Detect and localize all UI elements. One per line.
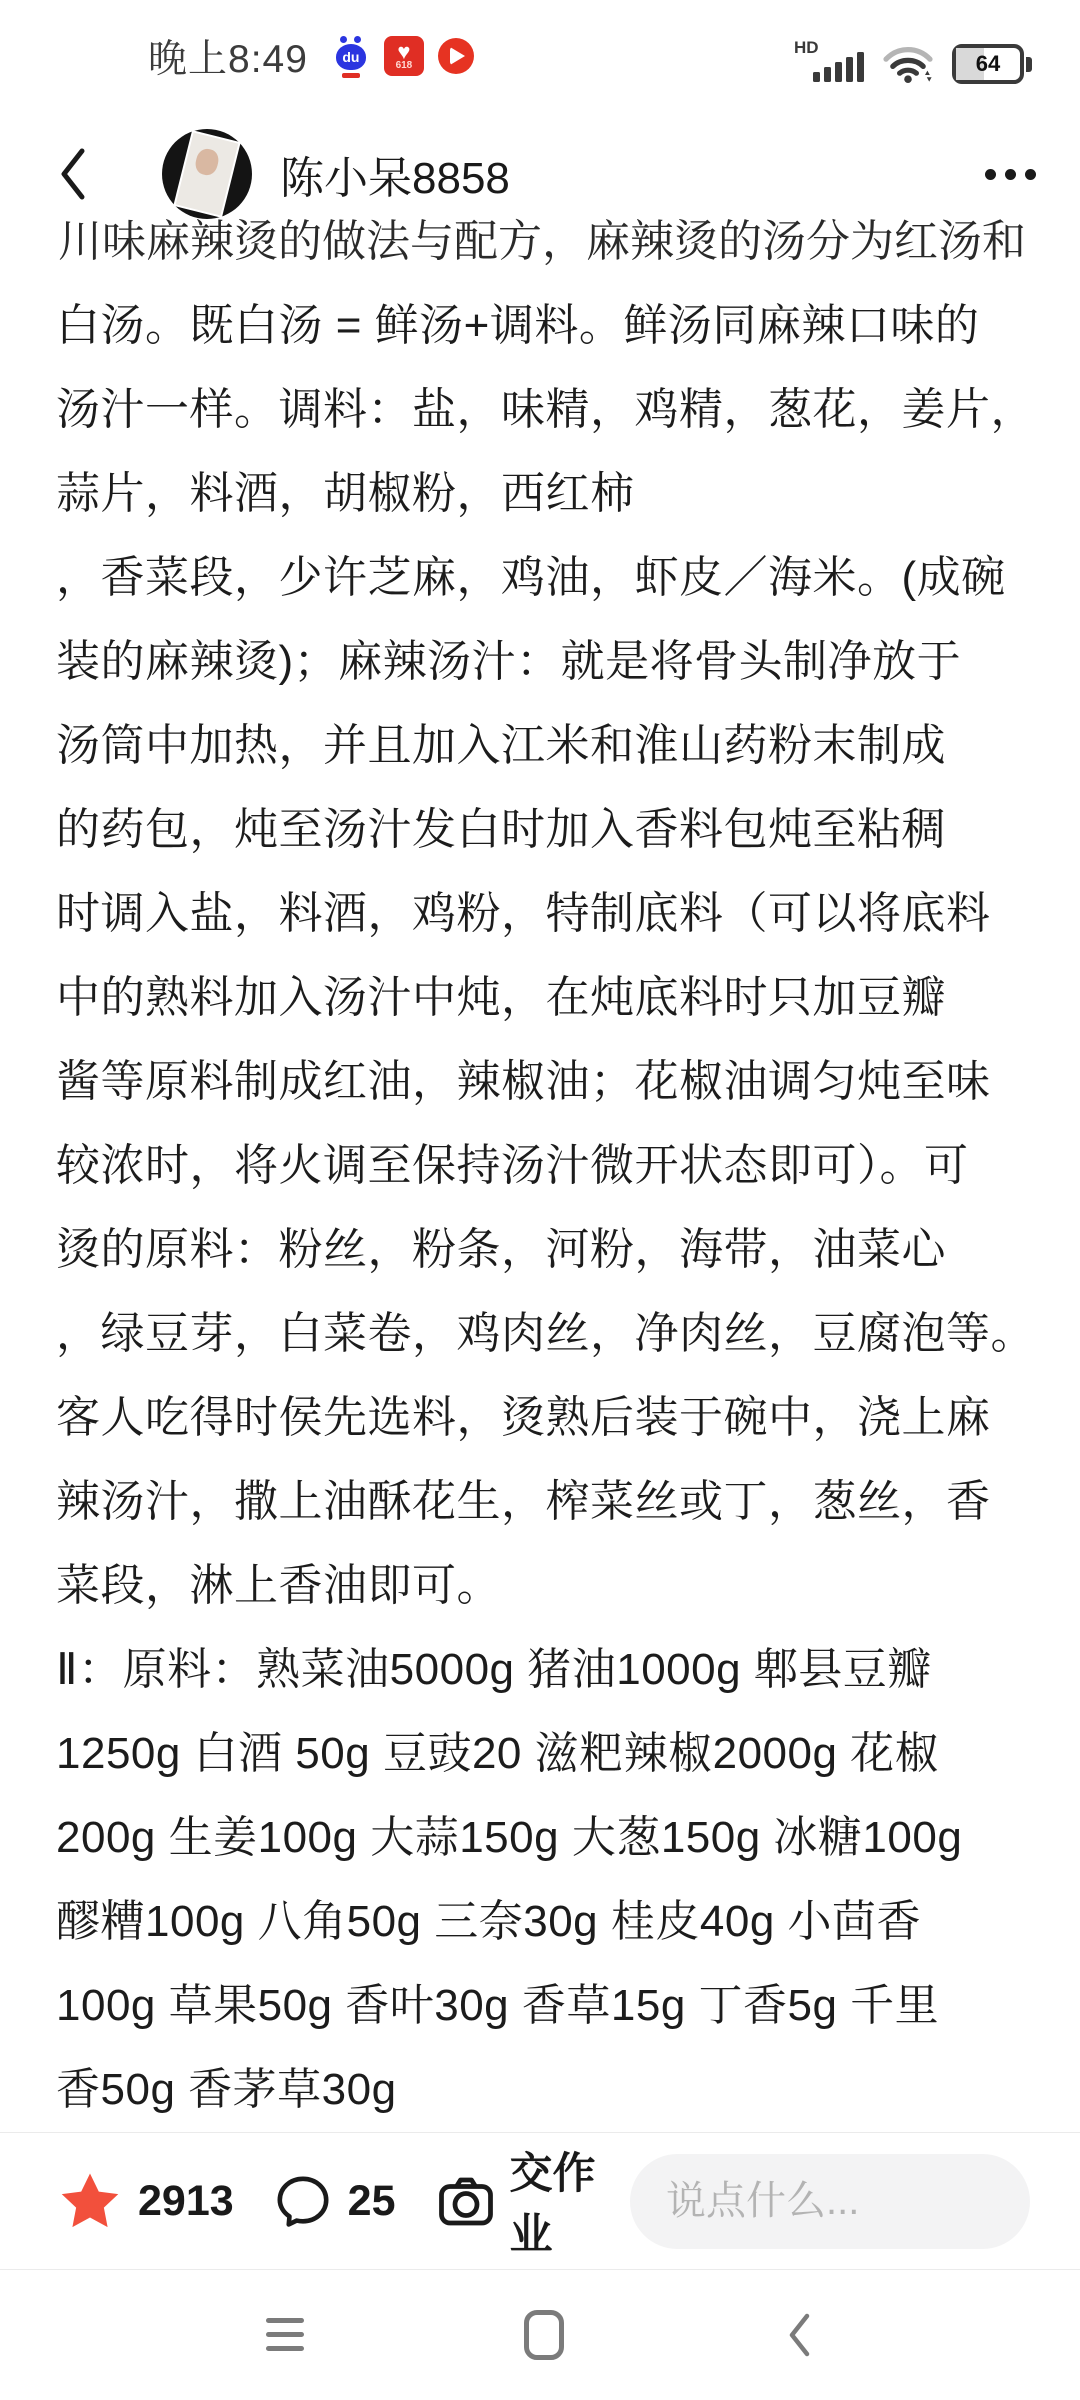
status-bar	[0, 0, 1080, 90]
post-text-lines	[56, 284, 1042, 2132]
homework-button[interactable]	[436, 2140, 630, 2262]
text-line: 醪糟100g 八角50g 三奈30g 桂皮40g 小茴香	[56, 1897, 922, 1946]
username[interactable]: 陈小呆8858	[280, 154, 510, 203]
home-icon[interactable]	[524, 2310, 564, 2360]
ellipsis-icon	[985, 169, 996, 180]
text-line: 汤汁一样。调料：盐，味精，鸡精，葱花，姜片，	[56, 385, 1035, 434]
nav-back-icon[interactable]	[784, 2311, 814, 2359]
post-body	[0, 217, 1080, 2132]
text-line: 装的麻辣烫)；麻辣汤汁：就是将骨头制净放于	[56, 637, 962, 686]
more-options-button[interactable]	[985, 159, 1036, 190]
battery-icon	[952, 44, 1032, 84]
text-line: 烫的原料：粉丝，粉条，河粉，海带，油菜心	[56, 1225, 946, 1274]
clock: 晚上8:49	[148, 38, 308, 81]
text-line: 香50g 香茅草30g	[56, 2065, 397, 2114]
android-nav-bar	[0, 2270, 1080, 2399]
text-line: 菜段，淋上香油即可。	[56, 1561, 501, 1610]
battery-percent: 64	[975, 51, 1001, 76]
text-line: 1250g 白酒 50g 豆豉20 滋粑辣椒2000g 花椒	[56, 1729, 940, 1778]
text-line: ，绿豆芽，白菜卷，鸡肉丝，净肉丝，豆腐泡等。	[56, 1309, 1035, 1358]
notification-icons	[332, 34, 474, 78]
text-line: 客人吃得时侯先选料，烫熟后装于碗中，浇上麻	[56, 1393, 991, 1442]
text-line: 的药包，炖至汤汁发白时加入香料包炖至粘稠	[56, 805, 946, 854]
text-line: 蒜片，料酒，胡椒粉，西红柿	[56, 469, 635, 518]
festival-618-app-icon: ♥ 618	[384, 36, 424, 76]
text-line: 汤筒中加热，并且加入江米和淮山药粉末制成	[56, 721, 946, 770]
text-line: 100g 草果50g 香叶30g 香草15g 丁香5g 千里	[56, 1981, 940, 2030]
homework-label: 交作业	[509, 2150, 596, 2259]
baidu-app-icon: du	[332, 34, 370, 78]
text-line: 酱等原料制成红油，辣椒油；花椒油调匀炖至味	[56, 1057, 991, 1106]
cell-signal-icon: HD	[800, 40, 864, 84]
text-line: 白汤。既白汤 = 鲜汤+调料。鲜汤同麻辣口味的	[56, 301, 980, 350]
like-button[interactable]	[58, 2169, 234, 2233]
recents-menu-icon[interactable]	[266, 2318, 304, 2351]
text-line: 辣汤汁，撒上油酥花生，榨菜丝或丁，葱丝，香	[56, 1477, 991, 1526]
text-line: ，香菜段，少许芝麻，鸡油，虾皮／海米。(成碗	[56, 553, 1006, 602]
text-line: 时调入盐，料酒，鸡粉，特制底料（可以将底料	[56, 889, 991, 938]
wifi-icon	[882, 40, 934, 84]
likes-count: 2913	[138, 2176, 234, 2225]
clipped-text-line: 川味麻辣烫的做法与配方，麻辣烫的汤分为红汤和	[58, 217, 1026, 266]
video-app-icon	[438, 38, 474, 74]
text-line: 200g 生姜100g 大蒜150g 大葱150g 冰糖100g	[56, 1813, 963, 1862]
text-line: Ⅱ：原料：熟菜油5000g 猪油1000g 郫县豆瓣	[56, 1645, 932, 1694]
star-icon	[58, 2169, 122, 2233]
comments-button[interactable]	[274, 2172, 396, 2230]
comment-bubble-icon	[274, 2172, 332, 2230]
camera-icon	[436, 2171, 496, 2231]
action-bar	[0, 2133, 1080, 2269]
back-button[interactable]	[56, 144, 100, 204]
comment-input[interactable]	[630, 2154, 1030, 2249]
comments-count: 25	[347, 2176, 396, 2225]
text-line: 较浓时，将火调至保持汤汁微开状态即可）。可	[56, 1141, 969, 1190]
text-line: 中的熟料加入汤汁中炖，在炖底料时只加豆瓣	[56, 973, 946, 1022]
chevron-left-icon	[56, 145, 90, 203]
